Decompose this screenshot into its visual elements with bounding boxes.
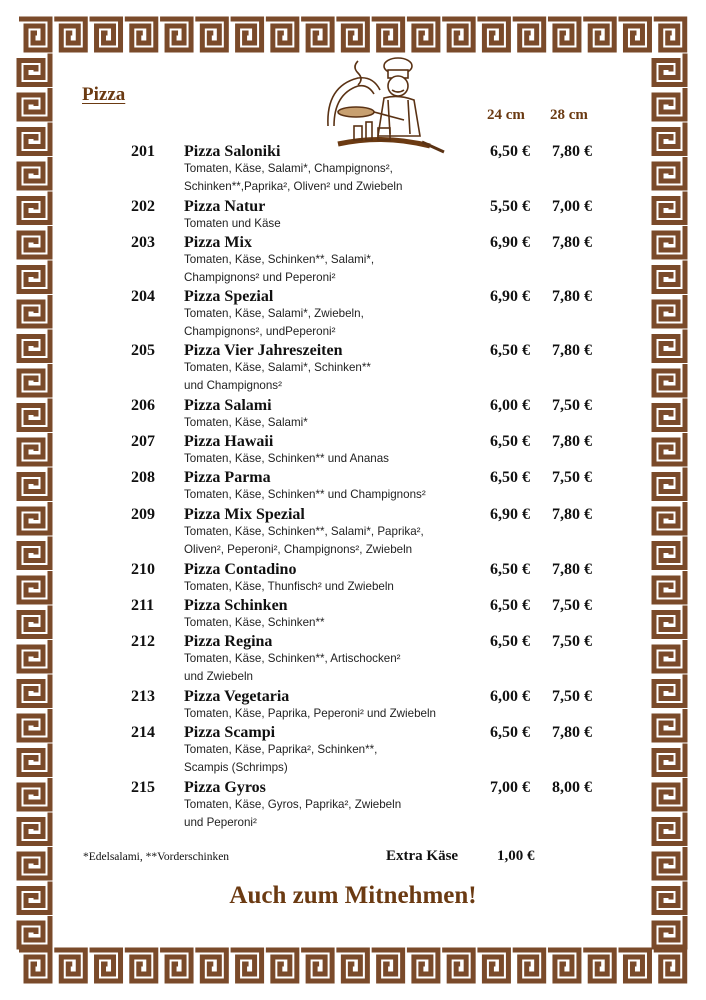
greek-key-tile bbox=[654, 571, 685, 602]
price-24cm: 6,50 € bbox=[490, 469, 530, 486]
greek-key-tile bbox=[19, 606, 50, 637]
item-description bbox=[184, 523, 424, 559]
item-description bbox=[184, 741, 377, 777]
greek-key-tile bbox=[125, 950, 156, 981]
item-name: Pizza Vegetaria bbox=[184, 688, 290, 705]
price-24cm: 6,90 € bbox=[490, 234, 530, 251]
greek-key-tile bbox=[54, 19, 85, 50]
greek-key-tile bbox=[19, 709, 50, 740]
greek-key-tile bbox=[19, 950, 50, 981]
item-name: Pizza Hawaii bbox=[184, 433, 274, 450]
greek-key-tile bbox=[19, 813, 50, 844]
greek-key-tile bbox=[372, 950, 403, 981]
price-24cm: 6,50 € bbox=[490, 433, 530, 450]
greek-key-tile bbox=[266, 950, 297, 981]
price-24cm: 6,50 € bbox=[490, 724, 530, 741]
item-name: Pizza Salami bbox=[184, 397, 272, 414]
greek-key-tile bbox=[654, 502, 685, 533]
item-description-line: Tomaten, Käse, Schinken**, Salami*, Paprika², bbox=[184, 525, 424, 538]
size-header-24cm: 24 cm bbox=[487, 107, 525, 123]
greek-key-tile bbox=[407, 950, 438, 981]
price-28cm: 7,80 € bbox=[552, 143, 592, 160]
greek-key-tile bbox=[90, 950, 121, 981]
greek-key-tile bbox=[19, 54, 50, 85]
item-description-line: Champignons², undPeperoni² bbox=[184, 325, 336, 338]
price-28cm: 7,50 € bbox=[552, 633, 592, 650]
size-header-28cm: 28 cm bbox=[550, 107, 588, 123]
greek-key-tile bbox=[407, 19, 438, 50]
price-24cm: 6,50 € bbox=[490, 342, 530, 359]
greek-key-tile bbox=[19, 226, 50, 257]
price-24cm: 6,90 € bbox=[490, 288, 530, 305]
item-description bbox=[184, 215, 281, 233]
item-number: 209 bbox=[131, 506, 155, 523]
item-description bbox=[184, 578, 394, 596]
item-number: 202 bbox=[131, 198, 155, 215]
item-description-line: Tomaten, Käse, Salami*, Zwiebeln, bbox=[184, 307, 364, 320]
price-28cm: 8,00 € bbox=[552, 779, 592, 796]
greek-key-tile bbox=[654, 226, 685, 257]
greek-key-tile bbox=[513, 19, 544, 50]
greek-key-tile bbox=[654, 709, 685, 740]
greek-key-tile bbox=[654, 433, 685, 464]
greek-key-tile bbox=[195, 19, 226, 50]
footnote: *Edelsalami, **Vorderschinken bbox=[83, 851, 230, 863]
item-description bbox=[184, 486, 426, 504]
item-description-line: Tomaten, Käse, Salami*, Champignons², bbox=[184, 162, 393, 175]
item-description bbox=[184, 305, 364, 341]
greek-key-tile bbox=[654, 847, 685, 878]
item-description bbox=[184, 414, 308, 432]
item-name: Pizza Contadino bbox=[184, 561, 297, 578]
greek-key-tile bbox=[654, 19, 685, 50]
greek-key-tile bbox=[19, 330, 50, 361]
item-number: 203 bbox=[131, 234, 155, 251]
item-number: 206 bbox=[131, 397, 155, 414]
item-description-line: Tomaten und Käse bbox=[184, 217, 281, 230]
item-number: 207 bbox=[131, 433, 155, 450]
price-24cm: 6,50 € bbox=[490, 597, 530, 614]
greek-key-tile bbox=[618, 19, 649, 50]
greek-key-tile bbox=[654, 330, 685, 361]
price-24cm: 6,00 € bbox=[490, 397, 530, 414]
item-number: 204 bbox=[131, 288, 155, 305]
greek-key-tile bbox=[19, 571, 50, 602]
item-description bbox=[184, 796, 401, 832]
greek-key-tile bbox=[654, 640, 685, 671]
greek-key-tile bbox=[477, 19, 508, 50]
greek-key-tile bbox=[19, 640, 50, 671]
pizza-chef-icon bbox=[318, 56, 450, 158]
item-description bbox=[184, 359, 371, 395]
item-description-line: Tomaten, Käse, Salami*, Schinken** bbox=[184, 361, 371, 374]
greek-key-tile bbox=[231, 19, 262, 50]
item-description-line: Champignons² und Peperoni² bbox=[184, 271, 336, 284]
greek-key-tile bbox=[336, 19, 367, 50]
greek-key-tile bbox=[125, 19, 156, 50]
item-description bbox=[184, 705, 436, 723]
price-28cm: 7,80 € bbox=[552, 506, 592, 523]
item-description-line: Tomaten, Käse, Gyros, Paprika², Zwiebeln bbox=[184, 798, 402, 811]
price-28cm: 7,50 € bbox=[552, 597, 592, 614]
price-28cm: 7,50 € bbox=[552, 688, 592, 705]
greek-key-tile bbox=[19, 916, 50, 947]
greek-key-tile bbox=[583, 950, 614, 981]
item-description-line: Tomaten, Käse, Schinken** und Ananas bbox=[184, 452, 389, 465]
greek-key-tile bbox=[19, 19, 50, 50]
price-28cm: 7,80 € bbox=[552, 234, 592, 251]
greek-key-tile bbox=[654, 88, 685, 119]
takeaway-banner: Auch zum Mitnehmen! bbox=[229, 882, 477, 909]
item-description-line: Oliven², Peperoni², Champignons², Zwiebeln bbox=[184, 543, 413, 556]
price-24cm: 5,50 € bbox=[490, 198, 530, 215]
price-24cm: 6,90 € bbox=[490, 506, 530, 523]
greek-key-tile bbox=[654, 54, 685, 85]
greek-key-tile bbox=[654, 295, 685, 326]
price-24cm: 6,50 € bbox=[490, 561, 530, 578]
item-number: 205 bbox=[131, 342, 155, 359]
greek-key-tile bbox=[654, 606, 685, 637]
greek-key-tile bbox=[19, 88, 50, 119]
price-28cm: 7,50 € bbox=[552, 397, 592, 414]
greek-key-tile bbox=[654, 744, 685, 775]
greek-key-tile bbox=[548, 950, 579, 981]
price-24cm: 6,50 € bbox=[490, 633, 530, 650]
greek-key-tile bbox=[19, 778, 50, 809]
item-name: Pizza Gyros bbox=[184, 779, 266, 796]
item-number: 213 bbox=[131, 688, 155, 705]
greek-key-tile bbox=[19, 502, 50, 533]
greek-key-tile bbox=[654, 537, 685, 568]
item-number: 210 bbox=[131, 561, 155, 578]
greek-key-tile bbox=[654, 261, 685, 292]
item-number: 212 bbox=[131, 633, 155, 650]
greek-key-tile bbox=[442, 950, 473, 981]
price-28cm: 7,80 € bbox=[552, 724, 592, 741]
item-description-line: Schinken**,Paprika², Oliven² und Zwiebeln bbox=[184, 180, 403, 193]
price-24cm: 6,00 € bbox=[490, 688, 530, 705]
greek-key-tile bbox=[301, 19, 332, 50]
greek-key-tile bbox=[477, 950, 508, 981]
item-description-line: und Peperoni² bbox=[184, 816, 257, 829]
greek-key-tile bbox=[19, 537, 50, 568]
greek-key-tile bbox=[19, 468, 50, 499]
greek-key-tile bbox=[654, 399, 685, 430]
price-24cm: 6,50 € bbox=[490, 143, 530, 160]
greek-key-tile bbox=[336, 950, 367, 981]
item-description bbox=[184, 450, 389, 468]
greek-key-tile bbox=[19, 744, 50, 775]
item-name: Pizza Natur bbox=[184, 198, 266, 215]
price-28cm: 7,50 € bbox=[552, 469, 592, 486]
item-description-line: Scampis (Schrimps) bbox=[184, 761, 288, 774]
greek-key-tile bbox=[19, 364, 50, 395]
item-description-line: Tomaten, Käse, Schinken**, Salami*, bbox=[184, 253, 375, 266]
greek-key-tile bbox=[654, 157, 685, 188]
item-name: Pizza Vier Jahreszeiten bbox=[184, 342, 343, 359]
greek-key-tile bbox=[160, 950, 191, 981]
item-name: Pizza Scampi bbox=[184, 724, 276, 741]
item-number: 211 bbox=[131, 597, 155, 614]
greek-key-tile bbox=[654, 123, 685, 154]
item-number: 214 bbox=[131, 724, 155, 741]
item-name: Pizza Schinken bbox=[184, 597, 288, 614]
item-name: Pizza Mix Spezial bbox=[184, 506, 305, 523]
item-description-line: und Champignons² bbox=[184, 379, 282, 392]
item-name: Pizza Parma bbox=[184, 469, 271, 486]
item-description-line: Tomaten, Käse, Schinken** und Champignons² bbox=[184, 488, 426, 501]
item-description-line: Tomaten, Käse, Paprika², Schinken**, bbox=[184, 743, 378, 756]
extra-cheese-label: Extra Käse bbox=[386, 848, 459, 864]
item-description-line: Tomaten, Käse, Schinken** bbox=[184, 616, 325, 629]
item-description-line: Tomaten, Käse, Paprika, Peperoni² und Zwiebeln bbox=[184, 707, 436, 720]
greek-key-tile bbox=[19, 192, 50, 223]
section-title: Pizza bbox=[82, 84, 126, 105]
item-description bbox=[184, 614, 325, 632]
price-28cm: 7,80 € bbox=[552, 561, 592, 578]
greek-key-tile bbox=[90, 19, 121, 50]
greek-key-tile bbox=[654, 468, 685, 499]
greek-key-tile bbox=[654, 813, 685, 844]
item-description bbox=[184, 160, 402, 196]
item-description bbox=[184, 251, 374, 287]
price-28cm: 7,80 € bbox=[552, 288, 592, 305]
greek-key-tile bbox=[618, 950, 649, 981]
greek-key-tile bbox=[19, 433, 50, 464]
greek-key-tile bbox=[19, 847, 50, 878]
greek-key-tile bbox=[301, 950, 332, 981]
greek-key-tile bbox=[19, 261, 50, 292]
item-description-line: Tomaten, Käse, Schinken**, Artischocken² bbox=[184, 652, 401, 665]
item-name: Pizza Saloniki bbox=[184, 143, 281, 160]
item-number: 215 bbox=[131, 779, 155, 796]
greek-key-tile bbox=[654, 778, 685, 809]
greek-key-tile bbox=[654, 192, 685, 223]
greek-key-tile bbox=[19, 123, 50, 154]
greek-key-tile bbox=[19, 675, 50, 706]
greek-key-tile bbox=[372, 19, 403, 50]
item-description-line: und Zwiebeln bbox=[184, 670, 253, 683]
greek-key-tile bbox=[654, 364, 685, 395]
extra-cheese-price: 1,00 € bbox=[497, 848, 535, 864]
item-name: Pizza Mix bbox=[184, 234, 252, 251]
item-description bbox=[184, 650, 401, 686]
item-name: Pizza Regina bbox=[184, 633, 273, 650]
greek-key-tile bbox=[19, 157, 50, 188]
item-description-line: Tomaten, Käse, Thunfisch² und Zwiebeln bbox=[184, 580, 394, 593]
greek-key-tile bbox=[19, 399, 50, 430]
greek-key-tile bbox=[583, 19, 614, 50]
item-description-line: Tomaten, Käse, Salami* bbox=[184, 416, 308, 429]
item-number: 201 bbox=[131, 143, 155, 160]
greek-key-tile bbox=[231, 950, 262, 981]
greek-key-tile bbox=[442, 19, 473, 50]
greek-key-tile bbox=[654, 675, 685, 706]
price-24cm: 7,00 € bbox=[490, 779, 530, 796]
greek-key-tile bbox=[548, 19, 579, 50]
greek-key-tile bbox=[513, 950, 544, 981]
greek-key-tile bbox=[654, 950, 685, 981]
item-name: Pizza Spezial bbox=[184, 288, 274, 305]
greek-key-tile bbox=[266, 19, 297, 50]
item-number: 208 bbox=[131, 469, 155, 486]
price-28cm: 7,80 € bbox=[552, 342, 592, 359]
greek-key-tile bbox=[19, 295, 50, 326]
price-28cm: 7,00 € bbox=[552, 198, 592, 215]
greek-key-tile bbox=[195, 950, 226, 981]
greek-key-tile bbox=[54, 950, 85, 981]
greek-key-tile bbox=[160, 19, 191, 50]
price-28cm: 7,80 € bbox=[552, 433, 592, 450]
greek-key-tile bbox=[654, 916, 685, 947]
